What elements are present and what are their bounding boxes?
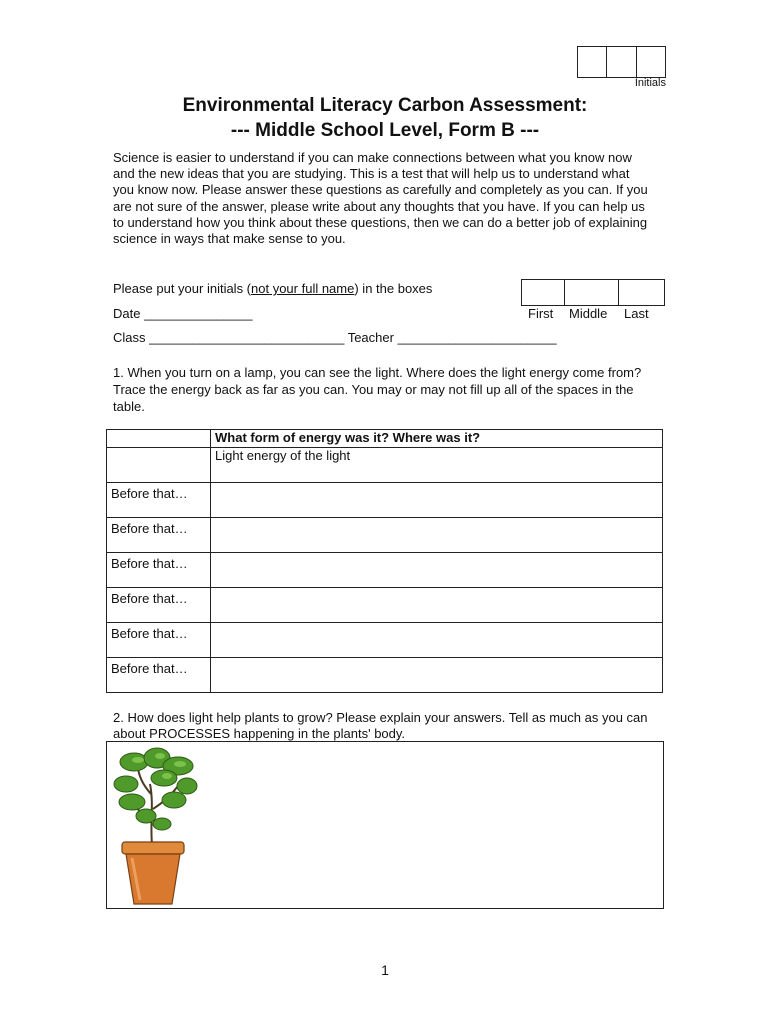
initials-boxes[interactable]	[577, 46, 666, 78]
table-row-label: Before that…	[107, 518, 211, 553]
potted-plant-icon	[112, 744, 202, 909]
last-label: Last	[624, 306, 649, 321]
intro-paragraph: Science is easier to understand if you can make connections between what you know now and the new ideas that you are studying. This is a test that will help us to understand what you know now. Please answer these questions as carefully and completely as you can. If you are not sure of the answer, please write about any thoughts that you have. If you can help us to understand how you think about these questions, then we can do a better job of explaining science in ways that make sense to you.	[113, 150, 648, 247]
table-header: What form of energy was it? Where was it?	[211, 430, 663, 448]
answer-cell[interactable]	[211, 658, 663, 693]
initials-prompt-post: ) in the boxes	[354, 281, 433, 296]
table-row-label	[107, 448, 211, 483]
question-2-text: 2. How does light help plants to grow? Please explain your answers. Tell as much as you can about PROCESSES happening in the plants' body.	[113, 710, 648, 741]
middle-label: Middle	[569, 306, 608, 321]
page-number: 1	[381, 962, 389, 978]
page-title: Environmental Literacy Carbon Assessment:	[182, 95, 588, 116]
initials-label: Initials	[634, 77, 666, 89]
answer-cell[interactable]	[211, 518, 663, 553]
initials-box-3[interactable]	[637, 47, 665, 77]
initials-box-2[interactable]	[607, 47, 636, 77]
answer-cell[interactable]	[211, 483, 663, 518]
initials-prompt-underlined: not your full name	[251, 281, 355, 296]
table-row-label: Before that…	[107, 623, 211, 658]
energy-trace-table	[106, 429, 663, 693]
last-initial-box[interactable]	[619, 280, 664, 305]
middle-initial-box[interactable]	[565, 280, 620, 305]
initials-box-1[interactable]	[578, 47, 607, 77]
initials-prompt	[113, 281, 432, 296]
first-initial-box[interactable]	[522, 280, 565, 305]
answer-box-q2[interactable]	[106, 741, 664, 909]
first-answer-cell: Light energy of the light	[211, 448, 663, 483]
answer-cell[interactable]	[211, 553, 663, 588]
first-label: First	[528, 306, 554, 321]
table-row-label: Before that…	[107, 483, 211, 518]
table-row-label: Before that…	[107, 553, 211, 588]
initials-prompt-pre: Please put your initials (	[113, 281, 252, 296]
question-1-text: 1. When you turn on a lamp, you can see the light. Where does the light energy come from? Trace the energy back as far as you can. You may or may not fill up all of the spaces in the table.	[113, 365, 642, 414]
answer-cell[interactable]	[211, 588, 663, 623]
table-corner-cell	[107, 430, 211, 448]
table-row-label: Before that…	[107, 588, 211, 623]
date-field[interactable]: Date _______________	[113, 306, 253, 321]
class-teacher-field[interactable]: Class ___________________________ Teacher ______________________	[113, 330, 557, 345]
answer-cell[interactable]	[211, 623, 663, 658]
table-row-label: Before that…	[107, 658, 211, 693]
name-initials-boxes[interactable]	[521, 279, 665, 306]
page-subtitle: --- Middle School Level, Form B ---	[230, 120, 540, 141]
